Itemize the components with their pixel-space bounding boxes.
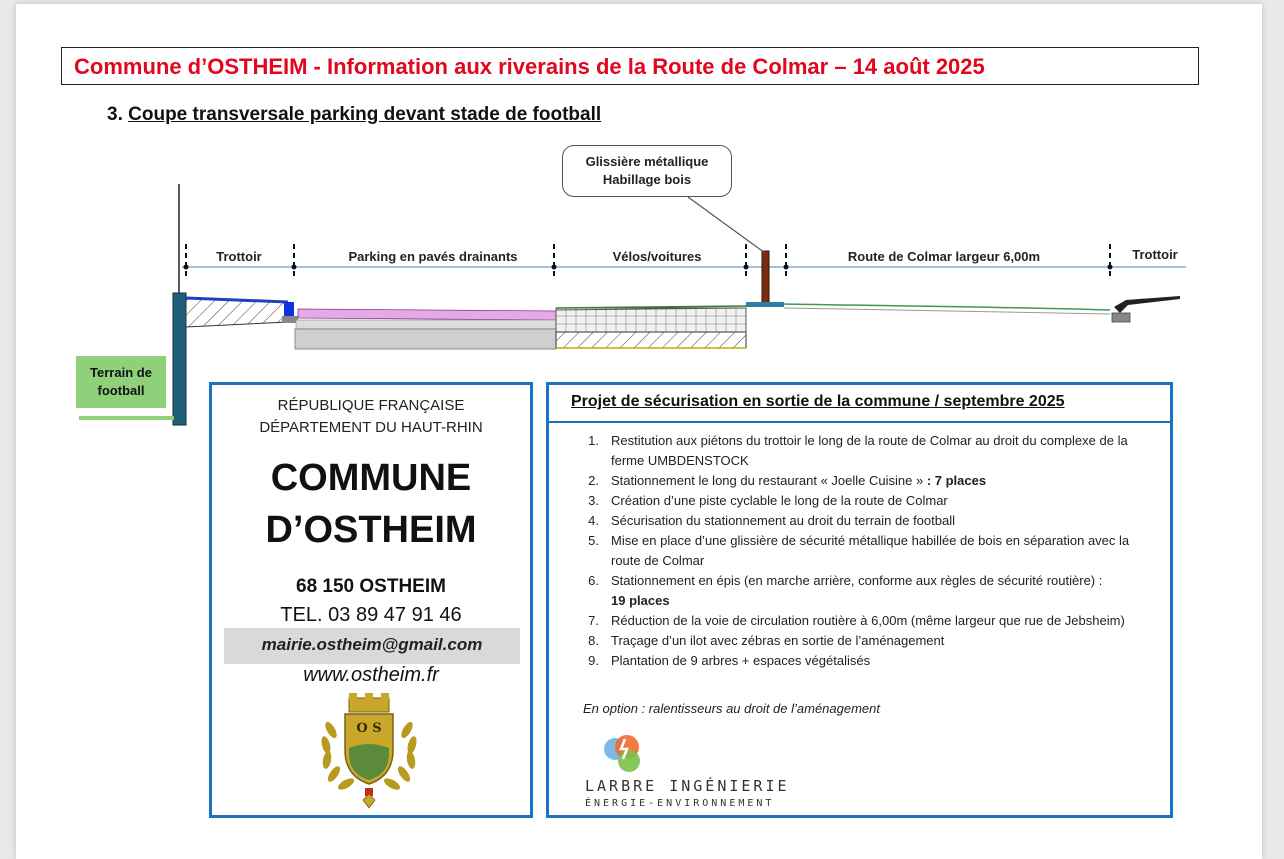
zone-label-velos: Vélos/voitures bbox=[612, 249, 702, 264]
commune-card bbox=[209, 382, 533, 818]
curb-right bbox=[1114, 296, 1180, 313]
cross-section-diagram bbox=[16, 4, 1262, 434]
list-item: 9. Plantation de 9 arbres + espaces végétalisés bbox=[588, 653, 871, 668]
velos-paving-block bbox=[556, 308, 746, 332]
page-title: Commune d’OSTHEIM - Information aux riverains de la Route de Colmar – 14 août 2025 bbox=[74, 54, 985, 79]
postal-address: 68 150 OSTHEIM bbox=[296, 576, 446, 597]
list-item: 2. Stationnement le long du restaurant « Joelle Cuisine » : 7 places bbox=[588, 473, 987, 488]
section-number: 3. bbox=[107, 104, 123, 125]
retaining-wall bbox=[173, 293, 186, 425]
parking-surface bbox=[298, 309, 556, 320]
document-page bbox=[16, 4, 1262, 859]
zone-label-parking: Parking en pavés drainants bbox=[348, 249, 518, 264]
email-address[interactable]: mairie.ostheim@gmail.com bbox=[224, 628, 520, 664]
zone-label-trottoir-right: Trottoir bbox=[1132, 247, 1178, 262]
option-note: En option : ralentisseurs au droit de l’aménagement bbox=[583, 701, 881, 716]
football-field-ground bbox=[79, 416, 174, 420]
list-item: 8. Traçage d’un ilot avec zébras en sortie de l’aménagement bbox=[588, 633, 945, 648]
list-item: 6. Stationnement en épis (en marche arrière, conforme aux règles de sécurité routière) : 19 places bbox=[588, 573, 1103, 608]
curb-left bbox=[284, 302, 294, 318]
coat-of-arms-icon bbox=[309, 690, 429, 810]
project-title: Projet de sécurisation en sortie de la commune / septembre 2025 bbox=[571, 393, 1065, 410]
terrain-line-2: football bbox=[97, 383, 145, 398]
telephone: TEL. 03 89 47 91 46 bbox=[280, 604, 462, 626]
website-link[interactable]: www.ostheim.fr bbox=[303, 664, 439, 686]
list-item: 7. Réduction de la voie de circulation routière à 6,00m (même largeur que rue de Jebsheim) bbox=[588, 613, 1125, 628]
commune-name-line-2: D’OSTHEIM bbox=[265, 509, 477, 551]
callout-line-2: Habillage bois bbox=[602, 172, 692, 187]
larbre-tagline: ÉNERGIE-ENVIRONNEMENT bbox=[585, 798, 775, 809]
list-item: 3. Création d’une piste cyclable le long de la route de Colmar bbox=[588, 493, 948, 508]
zone-label-trottoir-left: Trottoir bbox=[216, 249, 262, 264]
parking-foundation bbox=[295, 329, 556, 349]
callout-line-1: Glissière métallique bbox=[585, 154, 709, 169]
guardrail-callout bbox=[562, 145, 732, 197]
project-header bbox=[549, 385, 1170, 423]
larbre-company-name: LARBRE INGÉNIERIE bbox=[585, 777, 790, 795]
republique-label: RÉPUBLIQUE FRANÇAISE bbox=[277, 397, 465, 414]
zone-label-route: Route de Colmar largeur 6,00m bbox=[847, 249, 1041, 264]
departement-label: DÉPARTEMENT DU HAUT-RHIN bbox=[259, 419, 483, 436]
football-field-label bbox=[76, 356, 166, 408]
terrain-line-1: Terrain de bbox=[90, 365, 152, 380]
larbre-logo-icon bbox=[595, 733, 655, 775]
svg-text:O S: O S bbox=[356, 721, 382, 736]
list-item: 4. Sécurisation du stationnement au droit du terrain de football bbox=[588, 513, 955, 528]
wood-guardrail bbox=[762, 251, 769, 303]
project-panel bbox=[546, 382, 1173, 818]
section-title: Coupe transversale parking devant stade de football bbox=[128, 104, 602, 125]
project-items-list bbox=[579, 431, 1159, 671]
list-item: 1. Restitution aux piétons du trottoir le long de la route de Colmar au droit du complexe de la ferme UMBDENSTOCK bbox=[588, 433, 1128, 468]
list-item: 5. Mise en place d’une glissière de sécurité métallique habillée de bois en séparation avec la route de Colmar bbox=[588, 533, 1130, 568]
guardrail-base bbox=[746, 302, 784, 307]
commune-name-line-1: COMMUNE bbox=[270, 457, 472, 499]
